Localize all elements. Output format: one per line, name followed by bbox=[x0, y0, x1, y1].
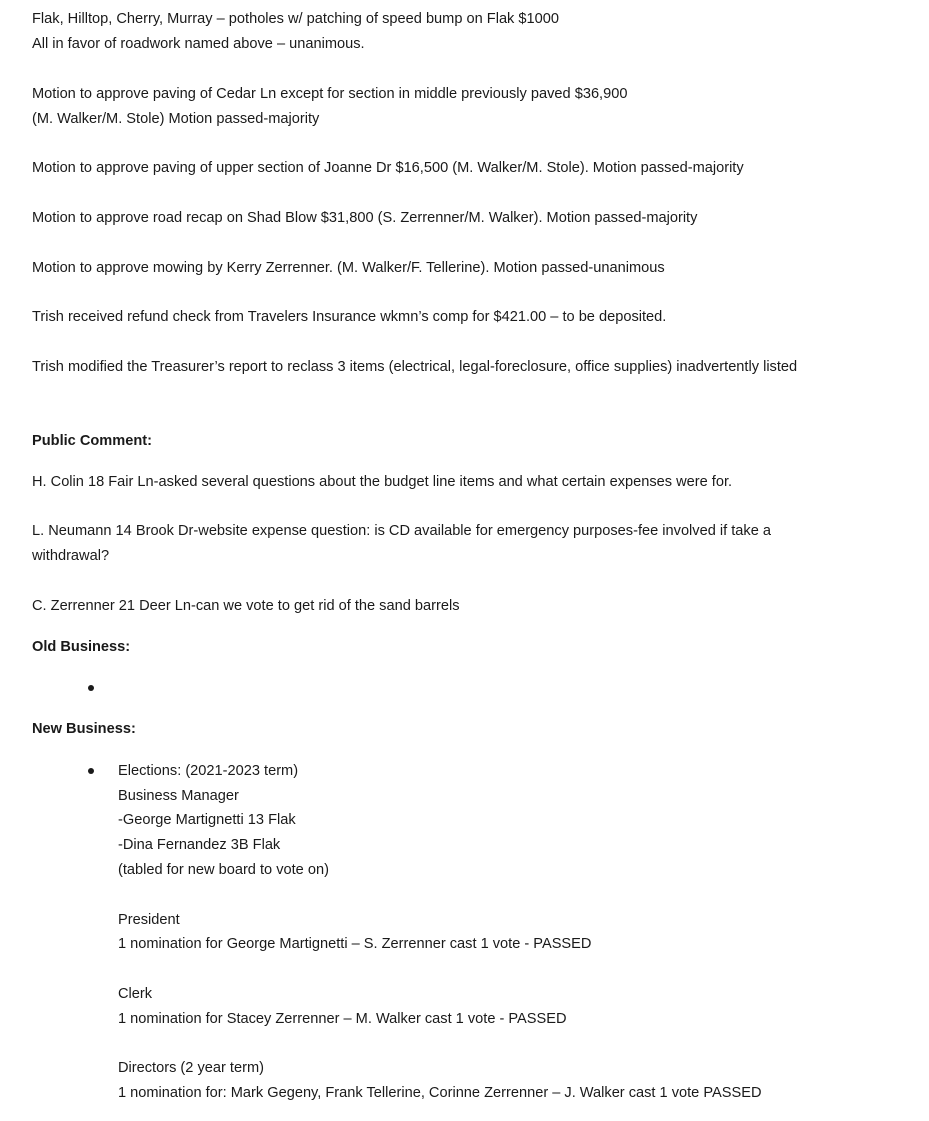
motion-shad-blow: Motion to approve road recap on Shad Blow $31,800 (S. Zerrenner/M. Walker). Motion passed-majority bbox=[32, 210, 698, 226]
new-business-heading: New Business: bbox=[32, 721, 136, 737]
motion-mowing: Motion to approve mowing by Kerry Zerrenner. (M. Walker/F. Tellerine). Motion passed-unanimous bbox=[32, 260, 665, 276]
president-title: President bbox=[118, 912, 180, 928]
public-comment-heading: Public Comment: bbox=[32, 433, 152, 449]
president-result: 1 nomination for George Martignetti – S. Zerrenner cast 1 vote - PASSED bbox=[118, 936, 592, 952]
business-manager-note: (tabled for new board to vote on) bbox=[118, 862, 329, 878]
new-business-bullet bbox=[88, 768, 94, 774]
old-business-bullet bbox=[88, 685, 94, 691]
motion-joanne: Motion to approve paving of upper section of Joanne Dr $16,500 (M. Walker/M. Stole). Motion passed-majority bbox=[32, 160, 744, 176]
old-business-heading: Old Business: bbox=[32, 639, 131, 655]
comment-zerrenner: C. Zerrenner 21 Deer Ln-can we vote to get rid of the sand barrels bbox=[32, 598, 460, 614]
business-manager-title: Business Manager bbox=[118, 788, 239, 804]
comment-colin: H. Colin 18 Fair Ln-asked several questions about the budget line items and what certain expenses were for. bbox=[32, 474, 733, 490]
comment-neumann-line-2: withdrawal? bbox=[32, 548, 110, 564]
business-manager-candidate-2: -Dina Fernandez 3B Flak bbox=[118, 837, 281, 853]
roadwork-line-1: Flak, Hilltop, Cherry, Murray – potholes w/ patching of speed bump on Flak $1000 bbox=[32, 11, 559, 27]
motion-cedar-line-1: Motion to approve paving of Cedar Ln except for section in middle previously paved $36,900 bbox=[32, 86, 628, 102]
trish-modified: Trish modified the Treasurer’s report to reclass 3 items (electrical, legal-foreclosure, office supplies) inadvertently listed bbox=[32, 359, 798, 375]
clerk-result: 1 nomination for Stacey Zerrenner – M. Walker cast 1 vote - PASSED bbox=[118, 1011, 567, 1027]
roadwork-line-2: All in favor of roadwork named above – unanimous. bbox=[32, 36, 365, 52]
clerk-title: Clerk bbox=[118, 986, 153, 1002]
trish-refund: Trish received refund check from Travelers Insurance wkmn’s comp for $421.00 – to be deposited. bbox=[32, 309, 667, 325]
comment-neumann-line-1: L. Neumann 14 Brook Dr-website expense question: is CD available for emergency purposes-fee involved if take a bbox=[32, 523, 771, 539]
directors-title: Directors (2 year term) bbox=[118, 1060, 264, 1076]
business-manager-candidate-1: -George Martignetti 13 Flak bbox=[118, 812, 296, 828]
elections-heading: Elections: (2021-2023 term) bbox=[118, 763, 299, 779]
directors-result: 1 nomination for: Mark Gegeny, Frank Tellerine, Corinne Zerrenner – J. Walker cast 1 vote PASSED bbox=[118, 1085, 762, 1101]
motion-cedar-line-2: (M. Walker/M. Stole) Motion passed-majority bbox=[32, 111, 320, 127]
